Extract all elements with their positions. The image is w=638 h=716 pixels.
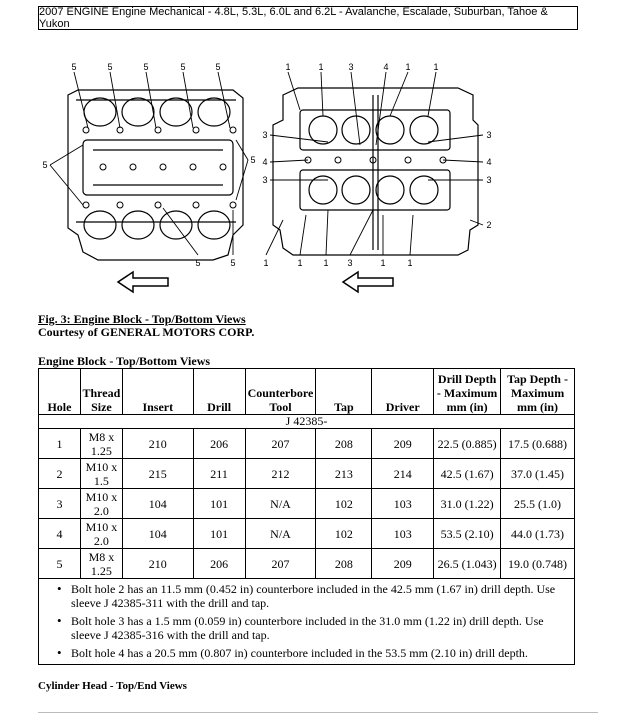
col-insert: Insert bbox=[122, 369, 193, 415]
cell-counterbore: 212 bbox=[245, 459, 316, 489]
callout: 3 bbox=[486, 175, 492, 185]
table-title: Engine Block - Top/Bottom Views bbox=[38, 354, 211, 368]
callout: 5 bbox=[195, 258, 201, 268]
cell-drill: 206 bbox=[193, 429, 245, 459]
table-row bbox=[39, 429, 575, 459]
table-row bbox=[39, 489, 575, 519]
cell-thread: M10 x 2.0 bbox=[80, 489, 122, 519]
col-counterbore-tool: Counterbore Tool bbox=[245, 369, 316, 415]
table-row bbox=[39, 519, 575, 549]
cell-counterbore: N/A bbox=[245, 489, 316, 519]
cell-counterbore: N/A bbox=[245, 519, 316, 549]
cell-drill: 206 bbox=[193, 549, 245, 579]
cell-hole: 2 bbox=[39, 459, 81, 489]
cell-drill: 101 bbox=[193, 489, 245, 519]
figure-courtesy: Courtesy of GENERAL MOTORS CORP. bbox=[38, 325, 255, 339]
col-thread-size: Thread Size bbox=[80, 369, 122, 415]
cell-hole: 1 bbox=[39, 429, 81, 459]
callout: 3 bbox=[347, 258, 353, 268]
callout: 4 bbox=[383, 62, 389, 72]
col-hole: Hole bbox=[39, 369, 81, 415]
callout: 5 bbox=[143, 62, 149, 72]
table-notes bbox=[39, 579, 575, 665]
cell-driver: 103 bbox=[372, 489, 434, 519]
callout: 5 bbox=[42, 160, 48, 170]
callout: 1 bbox=[380, 258, 386, 268]
callout: 5 bbox=[107, 62, 113, 72]
page-divider bbox=[38, 712, 598, 713]
callout: 3 bbox=[262, 175, 268, 185]
cell-tap-depth: 19.0 (0.748) bbox=[501, 549, 575, 579]
cell-tap-depth: 25.5 (1.0) bbox=[501, 489, 575, 519]
cell-driver: 103 bbox=[372, 519, 434, 549]
cell-drill-depth: 42.5 (1.67) bbox=[434, 459, 501, 489]
cell-thread: M10 x 1.5 bbox=[80, 459, 122, 489]
cell-insert: 104 bbox=[122, 519, 193, 549]
cell-driver: 214 bbox=[372, 459, 434, 489]
cell-driver: 209 bbox=[372, 549, 434, 579]
callout: 4 bbox=[262, 157, 268, 167]
callout: 1 bbox=[323, 258, 329, 268]
next-section-title: Cylinder Head - Top/End Views bbox=[38, 680, 187, 692]
cell-insert: 104 bbox=[122, 489, 193, 519]
spec-table bbox=[38, 368, 575, 665]
arrow-left-icon-2 bbox=[343, 272, 393, 292]
callout: 5 bbox=[180, 62, 186, 72]
cell-drill-depth: 53.5 (2.10) bbox=[434, 519, 501, 549]
cell-drill: 211 bbox=[193, 459, 245, 489]
page-header bbox=[38, 6, 578, 30]
cell-hole: 3 bbox=[39, 489, 81, 519]
cell-counterbore: 207 bbox=[245, 549, 316, 579]
callout: 2 bbox=[486, 220, 492, 230]
cell-tap-depth: 17.5 (0.688) bbox=[501, 429, 575, 459]
callout: 3 bbox=[348, 62, 354, 72]
engine-block-figure bbox=[38, 50, 583, 300]
col-tap-depth: Tap Depth - Maximum mm (in) bbox=[501, 369, 575, 415]
table-row bbox=[39, 549, 575, 579]
callout: 5 bbox=[230, 258, 236, 268]
cell-tap: 102 bbox=[316, 519, 372, 549]
header-title: 2007 ENGINE Engine Mechanical - 4.8L, 5.3L, 6.0L and 6.2L - Avalanche, Escalade, Suburban, Tahoe & Yukon bbox=[39, 6, 548, 30]
cell-drill-depth: 26.5 (1.043) bbox=[434, 549, 501, 579]
cell-thread: M10 x 2.0 bbox=[80, 519, 122, 549]
cell-driver: 209 bbox=[372, 429, 434, 459]
col-drill: Drill bbox=[193, 369, 245, 415]
callout: 5 bbox=[215, 62, 221, 72]
cell-tap-depth: 44.0 (1.73) bbox=[501, 519, 575, 549]
cell-insert: 215 bbox=[122, 459, 193, 489]
cell-tap: 208 bbox=[316, 429, 372, 459]
cell-insert: 210 bbox=[122, 549, 193, 579]
callout: 3 bbox=[262, 130, 268, 140]
cell-tap-depth: 37.0 (1.45) bbox=[501, 459, 575, 489]
cell-drill: 101 bbox=[193, 519, 245, 549]
table-row bbox=[39, 459, 575, 489]
callout: 5 bbox=[71, 62, 77, 72]
cell-hole: 5 bbox=[39, 549, 81, 579]
arrow-left-icon-1 bbox=[118, 272, 168, 292]
cell-counterbore: 207 bbox=[245, 429, 316, 459]
callout: 1 bbox=[405, 62, 411, 72]
col-drill-depth: Drill Depth - Maximum mm (in) bbox=[434, 369, 501, 415]
cell-tap: 102 bbox=[316, 489, 372, 519]
callout: 1 bbox=[318, 62, 324, 72]
block-top-view bbox=[68, 90, 243, 260]
cell-insert: 210 bbox=[122, 429, 193, 459]
callout: 1 bbox=[407, 258, 413, 268]
cell-thread: M8 x 1.25 bbox=[80, 549, 122, 579]
cell-tap: 213 bbox=[316, 459, 372, 489]
cell-hole: 4 bbox=[39, 519, 81, 549]
cell-tap: 208 bbox=[316, 549, 372, 579]
col-driver: Driver bbox=[372, 369, 434, 415]
callout: 3 bbox=[486, 130, 492, 140]
tool-prefix-row: J 42385- bbox=[39, 415, 575, 429]
callout: 5 bbox=[250, 155, 256, 165]
callout: 4 bbox=[486, 157, 492, 167]
figure-title: Fig. 3: Engine Block - Top/Bottom Views bbox=[38, 312, 246, 326]
cell-drill-depth: 31.0 (1.22) bbox=[434, 489, 501, 519]
note-item: • Bolt hole 2 has an 11.5 mm (0.452 in) counterbore included in the 42.5 mm (1.67 in) drill depth. Use sleeve J 42385-311 with the drill and tap. bbox=[71, 582, 570, 610]
col-tap: Tap bbox=[316, 369, 372, 415]
note-item: • Bolt hole 4 has a 20.5 mm (0.807 in) counterbore included in the 53.5 mm (2.10 in) drill depth. bbox=[71, 646, 570, 660]
callout: 1 bbox=[297, 258, 303, 268]
cell-drill-depth: 22.5 (0.885) bbox=[434, 429, 501, 459]
callout: 1 bbox=[433, 62, 439, 72]
note-item: • Bolt hole 3 has a 1.5 mm (0.059 in) counterbore included in the 31.0 mm (1.22 in) drill depth. Use sleeve J 42385-316 with the drill and tap. bbox=[71, 614, 570, 642]
callout: 1 bbox=[285, 62, 291, 72]
cell-thread: M8 x 1.25 bbox=[80, 429, 122, 459]
callout: 1 bbox=[263, 258, 269, 268]
